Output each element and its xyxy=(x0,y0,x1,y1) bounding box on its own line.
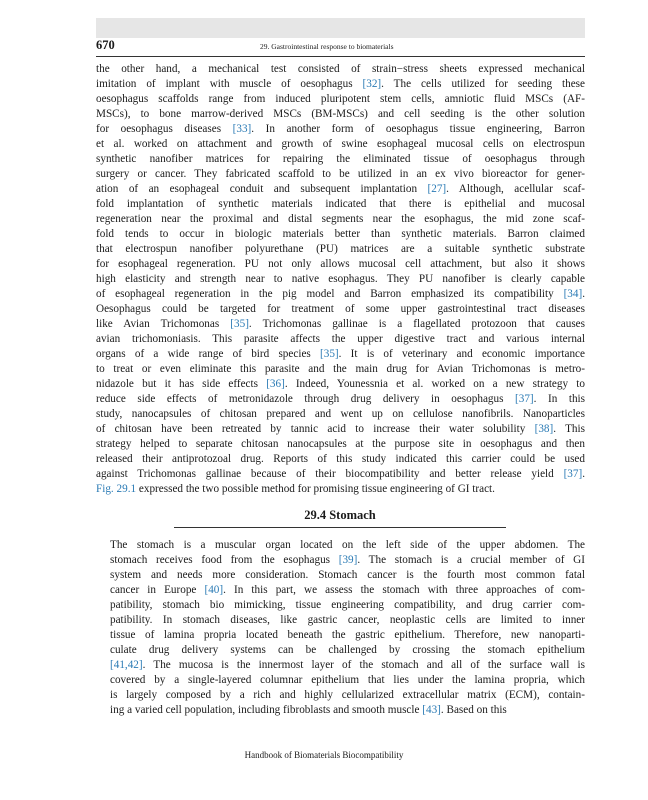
running-head: 29. Gastrointestinal response to biomaterials xyxy=(260,42,394,51)
text-line xyxy=(96,658,585,673)
body-paragraph-1 xyxy=(96,62,585,497)
text-run: study, nanocapsules of chitosan prepared and went up on cellulose nanofibrils. Nanoparticles xyxy=(96,408,585,420)
text-run: like Avian Trichomonas xyxy=(96,318,231,330)
text-run: . This xyxy=(553,423,585,435)
reference-link[interactable]: [37] xyxy=(563,468,583,480)
reference-link[interactable]: [43] xyxy=(422,704,441,716)
text-run: et al. worked on attachment and growth of swine esophageal mucosal cells on electrospun xyxy=(96,138,585,150)
reference-link[interactable]: Fig. 29.1 xyxy=(96,483,137,495)
text-run: is largely composed by a rich and highly cellularized extracellular matrix (ECM), contain- xyxy=(110,689,585,701)
text-run: fold implantation of synthetic materials indicated that there is epithelial and mucosal xyxy=(96,198,585,210)
text-run: . The stomach is a crucial member of GI xyxy=(357,554,585,566)
text-line xyxy=(96,568,585,583)
text-run: avian trichomoniasis. This parasite affects the upper digestive tract and various internal xyxy=(96,333,585,345)
text-line xyxy=(96,703,585,718)
text-run: synthetic nanofiber matrices for repairing the eliminated tissue of oesophagus through xyxy=(96,153,585,165)
text-run: . The mucosa is the innermost layer of the stomach and all of the surface wall is xyxy=(142,659,585,671)
text-run: reduce side effects of metronidazole through drug delivery in oesophagus xyxy=(96,393,515,405)
text-run: that electrospun nanofiber polyurethane (PU) matrices are a suitable synthetic substrate xyxy=(96,243,585,255)
text-run: against Trichomonas gallinae because of their biocompatibility and better release yield xyxy=(96,468,564,480)
reference-link[interactable]: [40] xyxy=(204,584,224,596)
text-line xyxy=(96,467,585,482)
text-run: ation of an esophageal conduit and subsequent implantation xyxy=(96,183,428,195)
reference-link[interactable]: [41,42] xyxy=(110,659,143,671)
text-line xyxy=(96,482,585,497)
text-run: . xyxy=(582,468,585,480)
reference-link[interactable]: [36] xyxy=(266,378,285,390)
text-line xyxy=(96,643,585,658)
text-run: nidazole but it has side effects xyxy=(96,378,267,390)
text-line xyxy=(96,317,585,332)
text-run: MSCs), to bone marrow-derived MSCs (BM-MSCs) and cell seeding is the other solution xyxy=(96,108,585,120)
text-run: covered by a single-layered columnar epithelium that lies under the lamina propria, which xyxy=(110,674,585,686)
reference-link[interactable]: [32] xyxy=(362,78,382,90)
text-run: ing a varied cell population, including fibroblasts and smooth muscle xyxy=(110,704,423,716)
text-line xyxy=(96,242,585,257)
text-run: Oesophagus could be targeted for treatment of some upper gastrointestinal tract diseases xyxy=(96,303,585,315)
text-line xyxy=(96,62,585,77)
text-line xyxy=(96,613,585,628)
text-run: . The cells utilized for seeding these xyxy=(381,78,585,90)
text-run: . Although, acellular scaf- xyxy=(446,183,585,195)
text-line xyxy=(96,227,585,242)
text-run: . It is of veterinary and economic importance xyxy=(338,348,585,360)
text-line xyxy=(96,107,585,122)
text-run: patibility. In stomach diseases, like gastric cancer, neoplastic cells are limited to inner xyxy=(110,614,585,626)
reference-link[interactable]: [33] xyxy=(232,123,252,135)
text-run: of esophageal regeneration in the pig model and Barron emphasized its compatibility xyxy=(96,288,564,300)
text-line xyxy=(96,137,585,152)
text-line xyxy=(96,673,585,688)
text-line xyxy=(96,212,585,227)
reference-link[interactable]: [39] xyxy=(338,554,358,566)
reference-link[interactable]: [35] xyxy=(230,318,249,330)
text-run: The stomach is a muscular organ located on the left side of the upper abdomen. The xyxy=(110,539,585,551)
text-run: stomach receives food from the esophagus xyxy=(110,554,339,566)
text-line xyxy=(96,407,585,422)
text-line xyxy=(96,437,585,452)
text-run: . Indeed, Younessnia et al. worked on a new strategy to xyxy=(284,378,585,390)
text-line xyxy=(96,377,585,392)
text-run: . Based on this xyxy=(440,704,507,716)
reference-link[interactable]: [27] xyxy=(427,183,447,195)
text-run: high elasticity and strength near to native esophagus. They PU nanofiber is clearly capable xyxy=(96,273,585,285)
text-run: culate drug delivery systems can be challenged by crossing the stomach epithelium xyxy=(110,644,585,656)
text-line xyxy=(96,77,585,92)
text-line xyxy=(96,257,585,272)
text-line xyxy=(96,598,585,613)
text-run: patibility, stomach bio mimicking, tissue engineering compatibility, and drug carrier com- xyxy=(110,599,585,611)
reference-link[interactable]: [37] xyxy=(515,393,534,405)
text-line xyxy=(96,272,585,287)
text-line xyxy=(96,422,585,437)
body-paragraph-2 xyxy=(96,538,585,718)
text-run: system and needs more consideration. Stomach cancer is the fourth most common fatal xyxy=(110,569,585,581)
text-line xyxy=(96,628,585,643)
header-band xyxy=(96,18,585,38)
reference-link[interactable]: [34] xyxy=(563,288,583,300)
text-run: surgery or cancer. They fabricated scaffold to be utilized in an ex vivo bioreactor for gener- xyxy=(96,168,585,180)
text-run: oesophagus scaffolds range from induced pluripotent stem cells, amniotic fluid MSCs (AF- xyxy=(96,93,585,105)
section-heading: 29.4 Stomach xyxy=(174,508,506,528)
text-run: regeneration near the proximal and distal segments near the esophagus, the mid zone scaf- xyxy=(96,213,585,225)
text-line xyxy=(96,152,585,167)
header-rule xyxy=(96,56,585,57)
text-line xyxy=(96,538,585,553)
text-line xyxy=(96,688,585,703)
text-line xyxy=(96,362,585,377)
text-line xyxy=(96,332,585,347)
text-run: to treat or even eliminate this parasite and the main drug for Avian Trichomonas is metro- xyxy=(96,363,585,375)
text-line xyxy=(96,182,585,197)
text-line xyxy=(96,92,585,107)
book-title-footer: Handbook of Biomaterials Biocompatibility xyxy=(244,750,404,760)
text-line xyxy=(96,452,585,467)
text-run: for oesophagus diseases xyxy=(96,123,233,135)
text-run: . In another form of oesophagus tissue engineering, Barron xyxy=(251,123,585,135)
text-run: . Trichomonas gallinae is a flagellated protozoon that causes xyxy=(248,318,585,330)
text-run: tissue of lamina propria located beneath the gastric epithelium. Therefore, new nanoparti- xyxy=(110,629,585,641)
text-run: . In this xyxy=(533,393,585,405)
text-run: imitation of implant with muscle of oesophagus xyxy=(96,78,363,90)
reference-link[interactable]: [38] xyxy=(534,423,554,435)
text-run: organs of a wide range of bird species xyxy=(96,348,320,360)
text-line xyxy=(96,553,585,568)
text-line xyxy=(96,302,585,317)
text-run: the other hand, a mechanical test consisted of strain−stress sheets expressed mechanical xyxy=(96,63,585,75)
text-run: expressed the two possible method for promising tissue engineering of GI tract. xyxy=(136,483,495,495)
text-line xyxy=(96,347,585,362)
page-number: 670 xyxy=(96,38,115,52)
reference-link[interactable]: [35] xyxy=(320,348,339,360)
text-run: released their antiprotozoal drug. Reports of this study indicated this carrier could be used xyxy=(96,453,585,465)
text-run: strategy helped to separate chitosan nanocapsules at the purpose site in oesophagus and then xyxy=(96,438,585,450)
text-line xyxy=(96,122,585,137)
text-run: cancer in Europe xyxy=(110,584,205,596)
text-run: for esophageal regeneration. PU not only allows mucosal cell attachment, but also it shows xyxy=(96,258,585,270)
text-line xyxy=(96,167,585,182)
text-run: of chitosan have been retreated by tannic acid to increase their water solubility xyxy=(96,423,535,435)
text-line xyxy=(96,392,585,407)
text-run: fold tends to occur in biologic materials better than synthetic materials. Barron claimed xyxy=(96,228,585,240)
text-line xyxy=(96,287,585,302)
text-line xyxy=(96,197,585,212)
text-line xyxy=(96,583,585,598)
text-run: . In this part, we assess the stomach with three approaches of com- xyxy=(223,584,585,596)
text-run: . xyxy=(582,288,585,300)
